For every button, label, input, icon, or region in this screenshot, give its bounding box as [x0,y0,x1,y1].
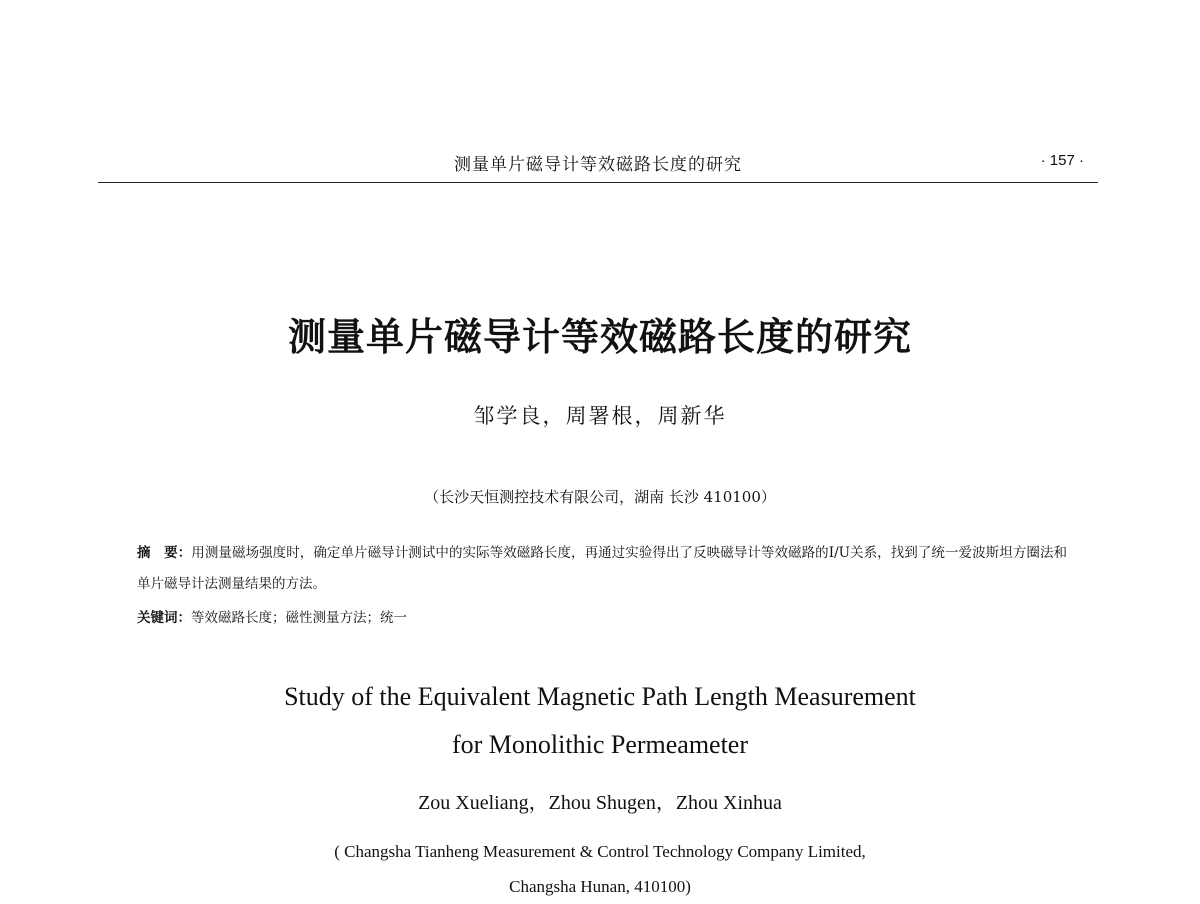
abstract-label: 摘 要： [137,545,192,561]
affiliation-en [0,834,1200,904]
affiliation-cn: （长沙天恒测控技术有限公司，湖南 长沙 410100） [424,488,776,506]
paper-title-en [0,673,1200,769]
abstract-text: 用测量磁场强度时，确定单片磁导计测试中的实际等效磁路长度，再通过实验得出了反映磁导计等效磁路的I/U关系，找到了统一爱波斯坦方圈法和单片磁导计法测量结果的方法。 [137,545,1068,592]
abstract-cn [137,538,1067,600]
running-header [98,146,1098,183]
affiliation-en-line2: Changsha Hunan, 410100) [509,877,691,896]
running-title: 测量单片磁导计等效磁路长度的研究 [454,155,742,175]
affiliation-en-line1: ( Changsha Tianheng Measurement & Control Technology Company Limited, [334,842,866,861]
authors-en: Zou Xueliang，Zhou Shugen，Zhou Xinhua [418,792,782,814]
paper-title-en-line1: Study of the Equivalent Magnetic Path Length Measurement [284,682,916,711]
paper-title-cn: 测量单片磁导计等效磁路长度的研究 [287,314,912,359]
authors-cn: 邹学良，周署根，周新华 [473,404,727,428]
paper-title-en-line2: for Monolithic Permeameter [451,730,749,759]
keywords-text: 等效磁路长度；磁性测量方法；统一 [191,610,407,626]
keywords-cn [137,606,1067,626]
page-number: · 157 · [1040,152,1084,169]
keywords-label: 关键词： [137,610,191,626]
